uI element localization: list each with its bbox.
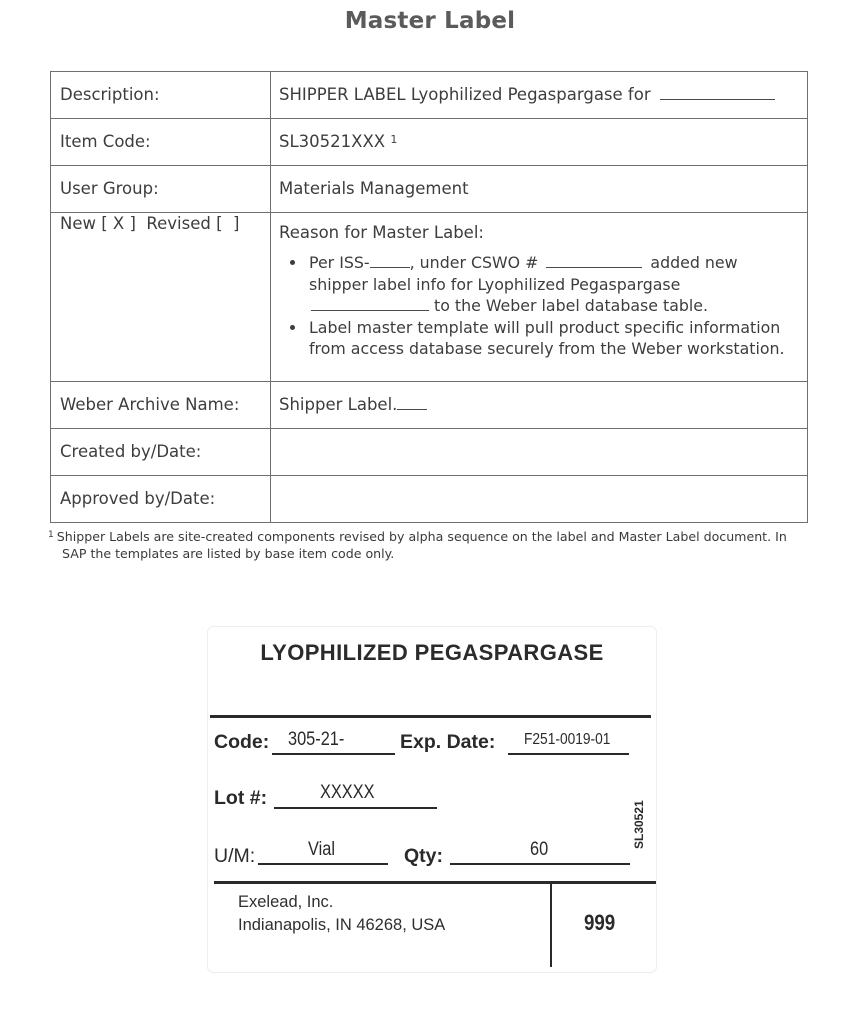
lot-underline xyxy=(274,807,437,809)
label-product-title: LYOPHILIZED PEGASPARGASE xyxy=(260,640,604,665)
created-by-value xyxy=(271,429,808,476)
shipper-label-preview xyxy=(207,626,657,973)
row-description xyxy=(51,72,808,119)
iss-blank xyxy=(370,253,410,268)
row-user-group xyxy=(51,166,808,213)
weber-archive-value xyxy=(271,382,808,429)
code-value: 305-21- xyxy=(288,729,345,750)
reason-heading: Reason for Master Label: xyxy=(279,223,484,242)
item-code-label: Item Code: xyxy=(51,119,271,166)
weber-archive-text: Shipper Label. xyxy=(279,395,398,414)
company-block xyxy=(238,891,445,937)
company-name: Exelead, Inc. xyxy=(238,893,334,911)
row-weber-archive xyxy=(51,382,808,429)
description-label: Description: xyxy=(51,72,271,119)
footnote-mark: 1 xyxy=(48,530,54,540)
exp-date-label: Exp. Date: xyxy=(400,731,496,753)
um-label: U/M: xyxy=(214,845,256,867)
footnote-ref: 1 xyxy=(390,133,398,146)
reason-1-part1: Per ISS- xyxy=(309,253,370,272)
reason-item-1 xyxy=(307,252,799,317)
product-blank xyxy=(311,296,429,311)
side-item-code: SL30521 xyxy=(632,800,646,849)
footnote xyxy=(48,528,818,562)
new-revised-status: New [ X ] Revised [ ] xyxy=(51,213,271,382)
code-label: Code: xyxy=(214,731,270,753)
reason-list xyxy=(279,252,799,360)
footnote-text-1: Shipper Labels are site-created components revised by alpha sequence on the label and Master Label document. In xyxy=(56,529,787,544)
lot-value: XXXXX xyxy=(320,782,375,803)
exp-date-value: F251-0019-01 xyxy=(524,731,611,748)
footnote-line-1 xyxy=(48,528,818,545)
created-by-label: Created by/Date: xyxy=(51,429,271,476)
code-underline xyxy=(272,753,395,755)
master-label-table xyxy=(50,71,808,523)
item-code-text: SL30521XXX xyxy=(279,132,386,151)
description-text: SHIPPER LABEL Lyophilized Pegaspargase for xyxy=(279,85,651,104)
lot-label: Lot #: xyxy=(214,787,268,809)
archive-blank xyxy=(397,395,427,410)
weber-archive-label: Weber Archive Name: xyxy=(51,382,271,429)
approved-by-label: Approved by/Date: xyxy=(51,476,271,523)
document-title: Master Label xyxy=(344,8,516,34)
reason-1-part2: , under CSWO # xyxy=(409,253,539,272)
footnote-line-2: SAP the templates are listed by base item code only. xyxy=(62,546,395,561)
user-group-label: User Group: xyxy=(51,166,271,213)
exp-date-underline xyxy=(508,753,629,755)
reason-1-part4: to the Weber label database table. xyxy=(434,296,709,315)
reason-item-2: • Label master template will pull product specific information from access database securely from the Weber workstation. xyxy=(307,317,799,360)
um-underline xyxy=(258,863,388,865)
row-item-code xyxy=(51,119,808,166)
label-bottom-rule xyxy=(214,881,656,884)
company-address: Indianapolis, IN 46268, USA xyxy=(238,916,446,934)
qty-label: Qty: xyxy=(404,845,443,867)
qty-value: 60 xyxy=(530,839,549,860)
approved-by-value xyxy=(271,476,808,523)
label-top-rule xyxy=(210,715,651,718)
row-approved-by xyxy=(51,476,808,523)
description-blank xyxy=(660,85,775,100)
row-reason xyxy=(51,213,808,382)
box-number: 999 xyxy=(584,910,616,935)
um-value: Vial xyxy=(308,839,335,860)
label-divider xyxy=(550,883,552,967)
reason-cell xyxy=(271,213,808,382)
row-created-by xyxy=(51,429,808,476)
reason-1-part3: added new shipper label info for Lyophilized Pegaspargase xyxy=(309,253,738,294)
description-value xyxy=(271,72,808,119)
item-code-value xyxy=(271,119,808,166)
qty-underline xyxy=(450,863,630,865)
cswo-blank xyxy=(546,253,642,268)
user-group-value: Materials Management xyxy=(271,166,808,213)
